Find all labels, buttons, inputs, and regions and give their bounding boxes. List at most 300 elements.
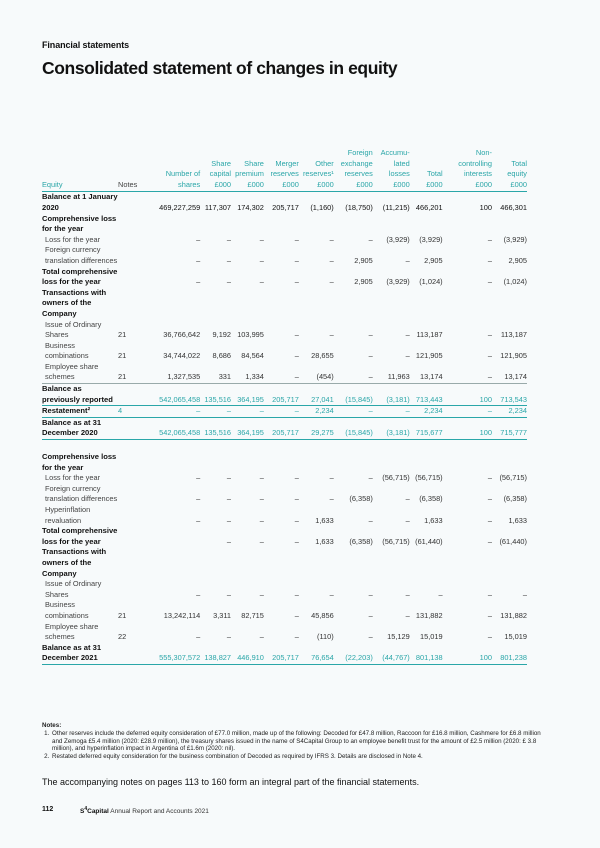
column-header-accum: Accumu- lated losses £000 [380, 148, 410, 189]
cell-value: – [522, 589, 527, 599]
cell-value: 542,065,458 [141, 384, 201, 406]
cell-value [231, 288, 264, 320]
cell-value: – [294, 351, 299, 361]
cell-value [264, 452, 299, 473]
cell-value: 2,905 [508, 255, 527, 265]
cell-value [334, 288, 373, 320]
cell-value: 15,019 [504, 632, 527, 642]
cell-value: – [487, 473, 492, 483]
cell-value: 138,827 [200, 643, 231, 665]
cell-value: – [405, 515, 410, 525]
column-header-merger: Merger reserves £000 [270, 158, 299, 189]
cell-value [264, 288, 299, 320]
cell-value: – [294, 234, 299, 244]
note-ref [118, 505, 141, 526]
note-item: 2. Restated deferred equity consideration for the business combination of Decoded as required by IFRS 3. Details are disclosed in Note 4. [51, 753, 552, 761]
cell-value: – [141, 406, 201, 418]
cell-value: (56,715) [382, 536, 410, 546]
cell-value: – [329, 234, 334, 244]
cell-value: 113,187 [416, 330, 443, 340]
cell-value: 715,777 [492, 417, 527, 439]
cell-value: 3,311 [213, 610, 232, 620]
cell-value [299, 547, 334, 579]
cell-value: 9,192 [212, 330, 232, 340]
row-label: Comprehensive loss for the year [42, 452, 117, 472]
cell-value: (56,715) [499, 473, 527, 483]
cell-value: – [329, 494, 334, 504]
note-ref [118, 245, 141, 266]
row-label: Loss for the year [45, 234, 101, 244]
cell-value: 205,717 [264, 643, 299, 665]
cell-value: – [443, 406, 492, 418]
table-row [42, 547, 527, 579]
cell-value [492, 214, 527, 235]
cell-value: – [196, 277, 201, 287]
table-row [42, 235, 527, 246]
cell-value: – [294, 494, 299, 504]
cell-value: 1,633 [424, 515, 443, 525]
cell-value [492, 452, 527, 473]
column-header-shares: Number of shares [165, 169, 201, 189]
row-label: Total comprehensive loss for the year [42, 266, 118, 287]
table-body [42, 192, 527, 665]
cell-value: – [405, 330, 410, 340]
cell-value: 1,633 [315, 536, 334, 546]
cell-value: 466,301 [500, 202, 527, 212]
cell-value: – [368, 589, 373, 599]
cell-value: – [443, 362, 492, 384]
cell-value: – [487, 330, 492, 340]
cell-value: (44,767) [373, 643, 410, 665]
cell-value: 13,242,114 [163, 610, 201, 620]
cell-value: 205,717 [272, 202, 299, 212]
cell-value: (22,203) [334, 643, 373, 665]
cell-value: 1,633 [508, 515, 527, 525]
cell-value: (6,358) [419, 494, 443, 504]
cell-value: 466,201 [415, 202, 443, 212]
note-ref [118, 192, 141, 214]
cell-value [334, 214, 373, 235]
cell-value: – [259, 277, 264, 287]
cell-value: – [294, 515, 299, 525]
cell-value: – [226, 589, 232, 599]
column-header-total: Total £000 [426, 169, 443, 189]
cell-value: – [329, 473, 334, 483]
cell-value: – [373, 406, 410, 418]
cell-value [231, 452, 264, 473]
column-header-notes: Notes [118, 179, 138, 189]
cell-value: – [368, 515, 373, 525]
cell-value: – [226, 277, 232, 287]
cell-value [373, 452, 410, 473]
cell-value [231, 214, 264, 235]
cell-value: – [294, 255, 299, 265]
note-ref: 21 [118, 362, 141, 384]
cell-value: (61,440) [415, 536, 443, 546]
cell-value: 15,129 [387, 632, 410, 642]
note-ref: 22 [118, 632, 127, 642]
cell-value: – [405, 589, 410, 599]
cell-value: 36,766,642 [163, 330, 201, 340]
cell-value [141, 214, 201, 235]
note-ref [118, 288, 141, 320]
column-header-total-equity: Total equity £000 [507, 158, 527, 189]
cell-value: – [368, 351, 373, 361]
cell-value: – [329, 277, 334, 287]
cell-value: – [196, 234, 201, 244]
table-row [42, 362, 527, 384]
cell-value: 2,905 [424, 255, 443, 265]
table-row [42, 214, 527, 235]
cell-value: – [334, 362, 373, 384]
cell-value: 205,717 [264, 384, 299, 406]
cell-value: (3,929) [386, 277, 410, 287]
cell-value [492, 547, 527, 579]
cell-value: 34,744,022 [163, 351, 201, 361]
section-label: Financial statements [42, 40, 130, 50]
cell-value: 45,856 [311, 610, 334, 620]
cell-value: – [487, 494, 492, 504]
note-ref: 21 [118, 351, 127, 361]
cell-value: – [196, 494, 201, 504]
cell-value: – [294, 277, 299, 287]
cell-value: (6,358) [349, 536, 373, 546]
cell-value: – [226, 494, 232, 504]
column-header-fx: Foreign exchange reserves £000 [340, 148, 373, 189]
cell-value: 103,995 [237, 330, 264, 340]
row-label: Transactions with owners of the Company [42, 547, 107, 578]
cell-value: 1,334 [231, 362, 264, 384]
page-number: 112 [42, 806, 54, 813]
cell-value [443, 547, 492, 579]
footer-brand [80, 806, 209, 815]
cell-value: 100 [443, 384, 492, 406]
row-label: Loss for the year [45, 473, 101, 483]
table-row [42, 245, 527, 266]
note-item: 1. Other reserves include the deferred equity consideration of £77.0 million, made up of the following: Decoded for £47.8 million, Raccoon for £16.8 million, Cashmere for £6.8 million and Zemoga £5.4 million (2020: £28.9 million), the treasury shares issued in the name of S4Capital Group to an employee benefit trust for the amount of £2.5 million (2020: £ 3.8 million), and hyperinflation impact in Argentina of £1.6m (2020: nil). [51, 730, 552, 753]
note-ref [118, 235, 141, 246]
cell-value: 84,564 [241, 351, 264, 361]
cell-value: 113,187 [500, 330, 527, 340]
cell-value: (61,440) [499, 536, 527, 546]
cell-value: – [196, 255, 201, 265]
cell-value: – [329, 589, 334, 599]
cell-value: – [294, 610, 299, 620]
cell-value: – [259, 234, 264, 244]
cell-value: (1,024) [419, 277, 443, 287]
note-ref [118, 547, 141, 579]
cell-value: – [405, 494, 410, 504]
note-ref: 4 [118, 406, 141, 418]
cell-value [373, 547, 410, 579]
table-row [42, 267, 527, 288]
cell-value [264, 214, 299, 235]
table-row [42, 320, 527, 341]
column-header-nci: Non- controlling interests £000 [458, 148, 492, 189]
cell-value: – [487, 515, 492, 525]
cell-value: – [231, 406, 264, 418]
cell-value: – [196, 589, 201, 599]
cell-value: – [368, 234, 373, 244]
cell-value: – [259, 494, 264, 504]
row-label: Balance as previously reported [42, 384, 118, 406]
cell-value: – [487, 277, 492, 287]
row-label: Balance at 1 January 2020 [42, 192, 118, 212]
cell-value: – [368, 473, 373, 483]
cell-value: (56,715) [382, 473, 410, 483]
cell-value: (3,929) [503, 234, 527, 244]
cell-value: 15,019 [420, 632, 443, 642]
row-label: Total comprehensive loss for the year [42, 526, 118, 546]
note-ref [118, 579, 141, 600]
cell-value: 555,307,572 [141, 643, 201, 665]
cell-value: 331 [200, 362, 231, 384]
cell-value: 131,882 [415, 610, 443, 620]
cell-value: – [329, 255, 334, 265]
cell-value: (1,160) [310, 202, 334, 212]
note-ref [118, 267, 141, 288]
cell-value: (6,358) [349, 494, 373, 504]
cell-value: – [294, 536, 299, 546]
note-ref: 21 [118, 330, 127, 340]
column-header-other: Other reserves¹ £000 [302, 158, 334, 189]
cell-value: – [294, 632, 299, 642]
brand-logo: $S^4Capital$ [80, 806, 109, 816]
note-ref [118, 526, 141, 547]
cell-value: 27,041 [299, 384, 334, 406]
cell-value [200, 288, 231, 320]
cell-value: – [487, 610, 492, 620]
row-label: Business combinations [45, 340, 89, 361]
page-title: Consolidated statement of changes in equity [42, 58, 398, 78]
cell-value: 100 [479, 202, 492, 212]
spacer-row [42, 440, 527, 453]
cell-value: (454) [299, 362, 334, 384]
cell-value: 446,910 [231, 643, 264, 665]
table-row [42, 579, 527, 600]
cell-value: (18,750) [345, 202, 373, 212]
cell-value: 713,443 [410, 384, 443, 406]
cell-value: – [368, 330, 373, 340]
row-label: Issue of Ordinary Shares [45, 579, 102, 599]
cell-value: – [329, 330, 334, 340]
cell-value: 2,905 [354, 255, 373, 265]
table-row [42, 600, 527, 621]
row-label: Hyperinflation revaluation [45, 505, 91, 525]
cell-value: – [487, 351, 492, 361]
cell-value: – [368, 632, 373, 642]
table-row [42, 622, 527, 643]
notes-block [42, 722, 552, 761]
cell-value [443, 214, 492, 235]
cell-value: – [264, 362, 299, 384]
cell-value: 13,174 [492, 362, 527, 384]
cell-value [200, 452, 231, 473]
cell-value: 364,195 [231, 417, 264, 439]
cell-value: – [226, 255, 232, 265]
cell-value [200, 547, 231, 579]
cell-value: – [368, 610, 373, 620]
row-label: Balance as at 31 December 2020 [42, 417, 118, 439]
column-header-share-capital: Share capital £000 [209, 158, 232, 189]
cell-value: 135,516 [200, 417, 231, 439]
cell-value [141, 547, 201, 579]
cell-value: – [196, 632, 201, 642]
table-row [42, 406, 527, 418]
cell-value: – [200, 406, 231, 418]
cell-value: – [226, 632, 232, 642]
cell-value: 205,717 [264, 417, 299, 439]
cell-value: – [487, 632, 492, 642]
cell-value: (3,181) [373, 384, 410, 406]
cell-value: 100 [443, 643, 492, 665]
equity-table [42, 148, 527, 665]
table-row [42, 341, 527, 362]
cell-value [410, 288, 443, 320]
cell-value: – [259, 515, 264, 525]
row-label: Employee share schemes [45, 621, 99, 642]
row-label: Business combinations [45, 600, 89, 620]
note-ref [118, 484, 141, 505]
cell-value: 801,238 [492, 643, 527, 665]
cell-value: 2,234 [410, 406, 443, 418]
cell-value: 364,195 [231, 384, 264, 406]
table-row [42, 192, 527, 214]
row-label: Transactions with owners of the Company [42, 287, 107, 318]
cell-value: – [259, 632, 264, 642]
cell-value [443, 288, 492, 320]
cell-value: 82,715 [241, 610, 264, 620]
cell-value [410, 547, 443, 579]
cell-value: (3,929) [386, 234, 410, 244]
cell-value: 100 [443, 417, 492, 439]
notes-heading: Notes: [42, 722, 62, 729]
cell-value [373, 214, 410, 235]
cell-value: 117,307 [204, 202, 232, 212]
cell-value: 1,633 [315, 515, 334, 525]
cell-value [334, 452, 373, 473]
row-label: Employee share schemes [42, 362, 118, 384]
cell-value: – [226, 473, 232, 483]
cell-value [299, 452, 334, 473]
cell-value: – [226, 515, 232, 525]
cell-value: 28,655 [311, 351, 334, 361]
footer-statement: The accompanying notes on pages 113 to 160 form an integral part of the financial statements. [42, 777, 420, 787]
cell-value: 13,174 [410, 362, 443, 384]
cell-value: (3,929) [419, 234, 443, 244]
cell-value: – [294, 330, 299, 340]
cell-value: 8,686 [212, 351, 232, 361]
cell-value: – [226, 536, 232, 546]
cell-value: – [196, 473, 201, 483]
cell-value: – [259, 536, 264, 546]
report-title: Annual Report and Accounts 2021 [110, 808, 209, 816]
cell-value: – [259, 473, 264, 483]
table-row [42, 643, 527, 665]
cell-value: 715,677 [410, 417, 443, 439]
cell-value: (6,358) [503, 494, 527, 504]
cell-value: – [487, 589, 492, 599]
cell-value: – [259, 255, 264, 265]
cell-value: (3,181) [373, 417, 410, 439]
cell-value [299, 288, 334, 320]
table-row [42, 505, 527, 526]
cell-value: 29,275 [299, 417, 334, 439]
note-ref [118, 417, 141, 439]
cell-value: (1,024) [503, 277, 527, 287]
cell-value: 121,905 [500, 351, 527, 361]
cell-value: – [487, 536, 492, 546]
cell-value [141, 288, 201, 320]
table-row [42, 452, 527, 473]
cell-value: – [196, 515, 201, 525]
column-header-equity: Equity [42, 179, 63, 189]
row-label: Comprehensive loss for the year [42, 213, 117, 234]
cell-value [443, 452, 492, 473]
cell-value [410, 452, 443, 473]
row-label: Balance as at 31 December 2021 [42, 643, 118, 665]
table-row [42, 384, 527, 406]
row-label: Restatement² [42, 406, 118, 418]
row-label: Foreign currency translation differences [45, 245, 118, 265]
cell-value: (11,215) [382, 202, 410, 212]
note-ref [118, 643, 141, 665]
cell-value: – [259, 589, 264, 599]
cell-value [141, 452, 201, 473]
note-ref: 21 [118, 610, 127, 620]
note-ref [118, 473, 141, 484]
row-label: Foreign currency translation differences [45, 483, 118, 504]
note-ref [118, 214, 141, 235]
table-row [42, 526, 527, 547]
cell-value: – [487, 255, 492, 265]
cell-value: 76,654 [299, 643, 334, 665]
cell-value: – [226, 234, 232, 244]
table-row [42, 473, 527, 484]
cell-value: (15,845) [334, 384, 373, 406]
cell-value: – [294, 473, 299, 483]
column-header-share-premium: Share premium £000 [235, 158, 264, 189]
cell-value: (110) [317, 632, 334, 642]
cell-value [200, 214, 231, 235]
note-ref [118, 452, 141, 473]
cell-value [373, 288, 410, 320]
table-row [42, 484, 527, 505]
cell-value: 135,516 [200, 384, 231, 406]
cell-value: 713,543 [492, 384, 527, 406]
note-ref [118, 384, 141, 406]
cell-value: – [405, 610, 410, 620]
cell-value: 11,963 [373, 362, 410, 384]
cell-value [299, 214, 334, 235]
cell-value: 121,905 [415, 351, 443, 361]
cell-value: – [334, 406, 373, 418]
cell-value: 801,138 [410, 643, 443, 665]
table-row [42, 417, 527, 439]
cell-value [410, 214, 443, 235]
row-label: Issue of Ordinary Shares [45, 319, 102, 340]
cell-value: – [438, 589, 443, 599]
table-row [42, 288, 527, 320]
cell-value: 131,882 [500, 610, 527, 620]
cell-value: 542,065,458 [141, 417, 201, 439]
notes-list [42, 730, 552, 761]
cell-value: 2,234 [299, 406, 334, 418]
cell-value: (56,715) [415, 473, 443, 483]
cell-value: – [487, 234, 492, 244]
cell-value: – [294, 589, 299, 599]
cell-value [492, 288, 527, 320]
